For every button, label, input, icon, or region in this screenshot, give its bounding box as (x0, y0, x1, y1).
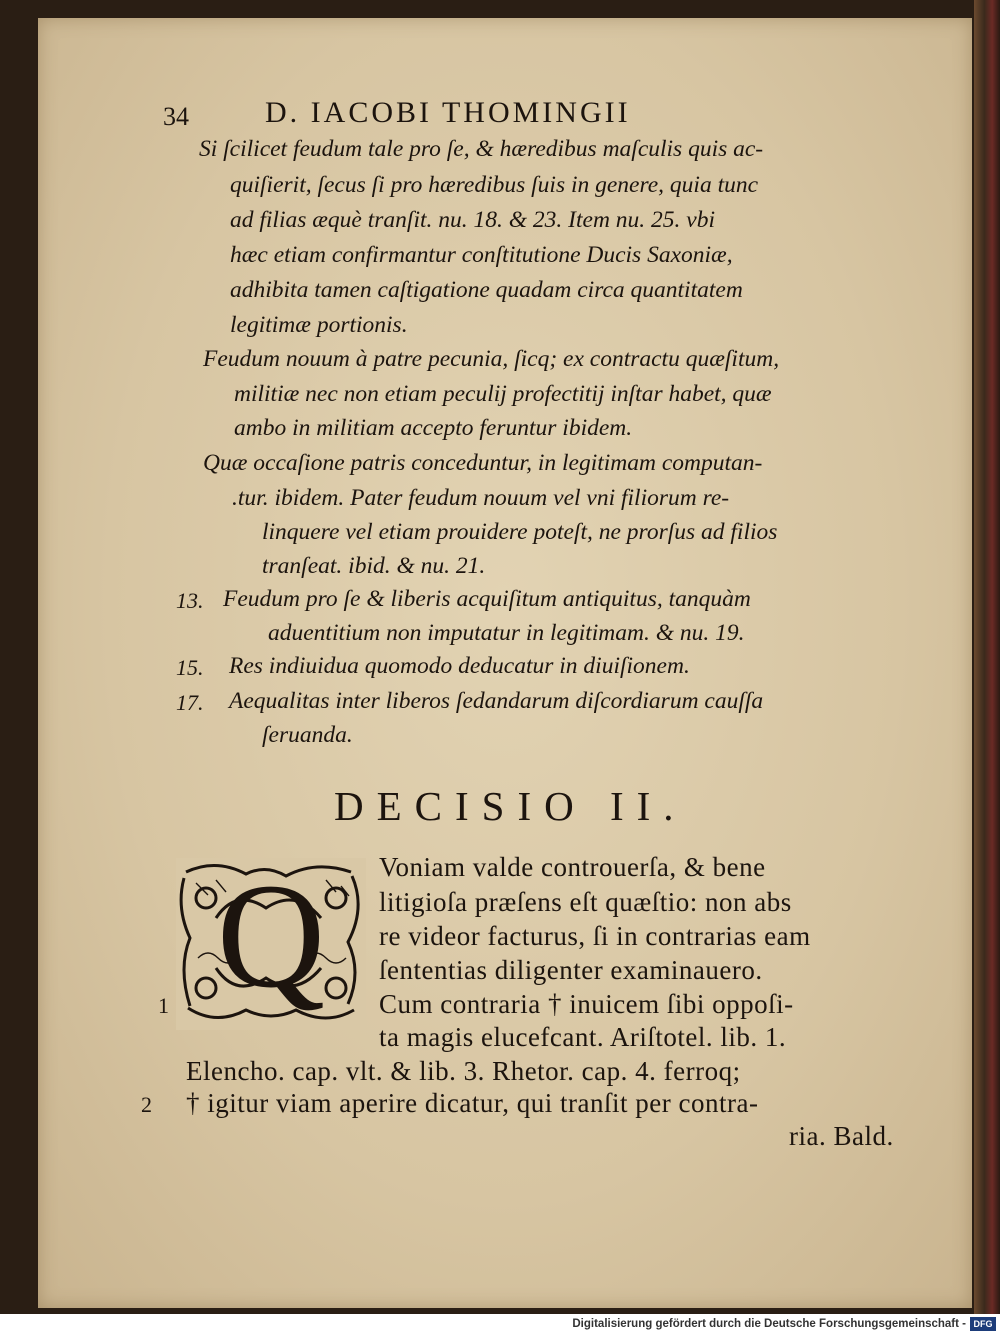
running-title: D. IACOBI THOMINGII (265, 96, 631, 129)
book-edge (974, 0, 1000, 1314)
summary-line: quiſierit, ſecus ſi pro hæredibus ſuis in genere, quia tunc (230, 172, 759, 198)
body-line: Cum contraria † inuicem ſibi oppoſi- (379, 989, 794, 1019)
body-line: litigioſa præſens eſt quæſtio: non abs (379, 887, 792, 917)
body-line: Voniam valde controuerſa, & bene (379, 852, 766, 882)
summary-line: Quæ occaſione patris conceduntur, in legitimam computan- (203, 450, 763, 476)
body-line: † igitur viam aperire dicatur, qui tranſit per contra- (186, 1088, 759, 1118)
dfg-logo-icon: DFG (970, 1317, 996, 1331)
summary-line: Aequalitas inter liberos ſedandarum diſcordiarum cauſſa (229, 688, 764, 714)
initial-letter: Q (216, 858, 326, 1019)
summary-line: linquere vel etiam prouidere poteſt, ne prorſus ad filios (262, 519, 778, 545)
section-title: DECISIO II. (334, 783, 687, 829)
body-line: ſententias diligenter examinauero. (379, 955, 763, 985)
decorated-initial (176, 858, 366, 1030)
summary-number: 17. (176, 690, 204, 715)
summary-line: militiæ nec non etiam peculij profectitij inſtar habet, quæ (234, 381, 772, 407)
page-number: 34 (163, 102, 189, 131)
summary-line: hæc etiam confirmantur conſtitutione Ducis Saxoniæ, (230, 242, 733, 268)
summary-line: ambo in militiam accepto feruntur ibidem. (234, 415, 633, 441)
summary-line: ſeruanda. (262, 722, 353, 748)
summary-line: Res indiuidua quomodo deducatur in diuiſionem. (229, 653, 690, 679)
summary-line: .tur. ibidem. Pater feudum nouum vel vni filiorum re- (232, 485, 730, 511)
summary-line: ad filias æquè tranſit. nu. 18. & 23. Item nu. 25. vbi (230, 207, 715, 233)
margin-number: 1 (158, 993, 169, 1018)
summary-line: aduentitium non imputatur in legitimam. & nu. 19. (268, 620, 745, 646)
page-header (163, 96, 923, 140)
summary-line: legitimæ portionis. (230, 312, 408, 338)
body-line: re videor facturus, ſi in contrarias eam (379, 921, 811, 951)
summary-line: tranſeat. ibid. & nu. 21. (262, 553, 486, 579)
body-line: ta magis elucefcant. Ariſtotel. lib. 1. (379, 1022, 787, 1052)
summary-number: 15. (176, 655, 204, 680)
body-line: Elencho. cap. vlt. & lib. 3. Rhetor. cap. 4. ferroq; (186, 1056, 741, 1086)
margin-number: 2 (141, 1092, 152, 1117)
body-line: ria. Bald. (789, 1121, 894, 1151)
funding-credit: Digitalisierung gefördert durch die Deutsche Forschungsgemeinschaft - (572, 1318, 966, 1330)
summary-line: Si ſcilicet feudum tale pro ſe, & hæredibus maſculis quis ac- (199, 136, 764, 162)
summary-line: adhibita tamen caſtigatione quadam circa quantitatem (230, 277, 743, 303)
summary-line: Feudum nouum à patre pecunia, ſicq; ex contractu quæſitum, (203, 346, 780, 372)
summary-line: Feudum pro ſe & liberis acquiſitum antiquitus, tanquàm (223, 586, 751, 612)
summary-number: 13. (176, 588, 204, 613)
